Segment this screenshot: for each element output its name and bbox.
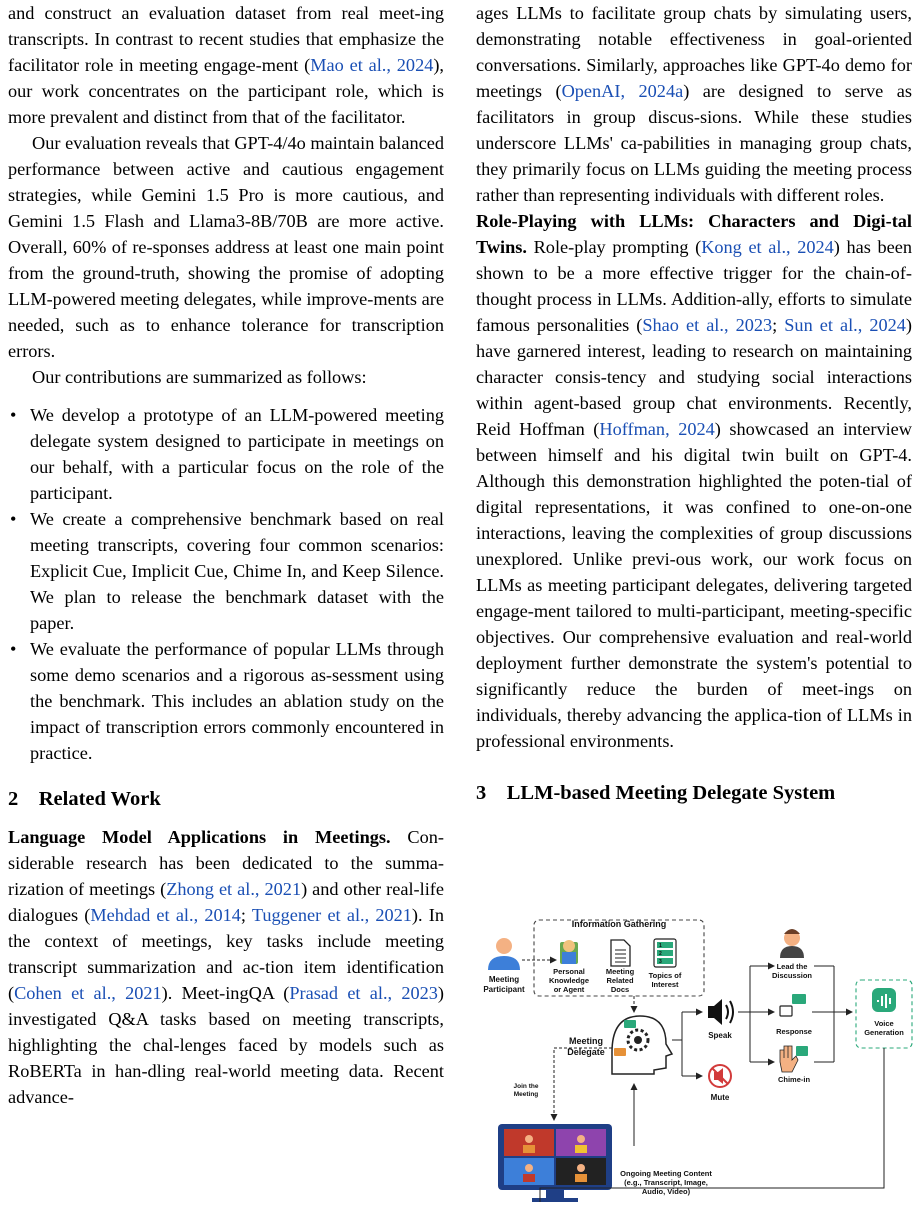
lead-label: Lead the — [776, 962, 808, 971]
lead-label: Discussion — [771, 971, 813, 980]
response-label: Response — [776, 1027, 812, 1036]
topics-label: Topics of — [648, 971, 682, 980]
left-paragraph-4: Language Model Applications in Meetings. Con-siderable research has been dedicated to the summa-rization of meetings (Zhong et al., 2021) and other real-life dialogues (Mehdad et al., 2014; Tuggener et al., 2021). In the context of meetings, key tasks include meeting transcript summarization and ac-tion item identification (Cohen et al., 2021). Meet-ingQA (Prasad et al., 2023) investigated Q&A tasks based on meeting transcripts, highlighting the chal-lenges faced by models such as RoBERTa in han-dling real-world meeting data. Recent advance- — [8, 827, 445, 1107]
mute-label: Mute — [710, 1093, 730, 1102]
citation-link[interactable]: Mao et al., 2024 — [310, 55, 434, 75]
participant-label: Participant — [483, 985, 525, 994]
right-paragraph-2: Role-Playing with LLMs: Characters and Digi-tal Twins. Role-play prompting (Kong et al., 2024) has been shown to be a more effective trigger for the chain-of-thought process in LLMs. Addition-ally, efforts to simulate famous personalities (Shao et al., 2023; Sun et al., 2024) have garnered interest, leading to research on maintaining character consis-tency and studying social interactions within agent-based group chat environments. Recently, Reid Hoffman (Hoffman, 2024) showcased an interview between himself and his digital twin built on GPT-4. Although this demonstration highlighted the poten-tial of digital representations, it was confined to one-on-one interactions, leaving the complexities of group discussions unexplored. Unlike previ-ous work, our work focus on LLMs as meeting participant delegates, delivering targeted engage-ment tailored to multi-participant, meeting-specific objectives. Our comprehensive evaluation and real-world deployment further demonstrate the system's potential to significantly reduce the burden of meet-ings on individuals, thereby advancing the applica-tion of LLMs in professional environments. — [476, 211, 913, 751]
left-column — [8, 0, 444, 1110]
citation-link[interactable]: Tuggener et al., 2021 — [251, 905, 412, 925]
list-item: • We develop a prototype of an LLM-powered meeting delegate system designed to participate in meetings on our behalf, with a particular focus on the role of the participant. — [8, 402, 444, 506]
personal-knowledge-label: or Agent — [553, 985, 585, 994]
info-gathering-label: Information Gathering — [571, 919, 667, 929]
list-item: • We evaluate the performance of popular LLMs through some demo scenarios and a rigorous as-sessment using the benchmark. This includes an ablation study on the impact of transcription errors commonly encountered in practice. — [8, 636, 444, 766]
voice-wave-icon — [872, 988, 896, 1012]
docs-label: Meeting — [605, 967, 635, 976]
right-paragraph-1: ages LLMs to facilitate group chats by simulating users, demonstrating notable effectiveness in goal-oriented conversations. Similarly, approaches like GPT-4o demo for meetings (OpenAI, 2024a) are designed to serve as facilitators in group discus-sions. While these studies underscore LLMs' ca-pabilities in managing group chats, they primarily focus on LLMs guiding the meeting process rather than representing individuals with different roles. — [476, 3, 912, 205]
personal-knowledge-icon — [560, 940, 578, 964]
right-column — [476, 0, 912, 806]
left-paragraph-1: and construct an evaluation dataset from real meet-ing transcripts. In contrast to recent studies that emphasize the facilitator role in meeting engage-ment (Mao et al., 2024), our work concentrates on the participant role, which is more prevalent and distinct from that of the facilitator. — [8, 3, 445, 127]
ongoing-label: Audio, Video) — [641, 1187, 691, 1196]
section-heading-2: 2 Related Work — [8, 788, 161, 810]
speak-label: Speak — [708, 1031, 732, 1040]
citation-link[interactable]: OpenAI, 2024a — [561, 81, 684, 101]
delegate-label: Meeting — [568, 1036, 604, 1046]
join-label: Join the — [513, 1083, 539, 1090]
response-icon — [780, 994, 806, 1016]
meeting-monitor-icon — [498, 1124, 612, 1202]
delegate-label: Delegate — [567, 1047, 605, 1057]
ongoing-label: (e.g., Transcript, Image, — [624, 1178, 708, 1187]
citation-link[interactable]: Hoffman, 2024 — [599, 419, 715, 439]
personal-knowledge-label: Personal — [553, 967, 585, 976]
personal-knowledge-label: Knowledge — [548, 976, 590, 985]
contributions-list — [8, 402, 444, 766]
topics-label: Interest — [651, 980, 679, 989]
citation-link[interactable]: Prasad et al., 2023 — [289, 983, 438, 1003]
topics-list-icon — [654, 939, 676, 967]
topic-number: 2 — [659, 951, 662, 957]
citation-link[interactable]: Sun et al., 2024 — [784, 315, 906, 335]
docs-label: Docs — [610, 985, 630, 994]
citation-link[interactable]: Cohen et al., 2021 — [14, 983, 162, 1003]
chime-in-hand-icon — [780, 1046, 808, 1072]
citation-link[interactable]: Kong et al., 2024 — [701, 237, 834, 257]
mute-icon — [709, 1065, 731, 1087]
citation-link[interactable]: Zhong et al., 2021 — [166, 879, 302, 899]
join-label: Meeting — [513, 1091, 539, 1098]
speaker-icon — [708, 999, 733, 1025]
ongoing-label: Ongoing Meeting Content — [620, 1169, 712, 1178]
participant-label: Meeting — [488, 975, 520, 984]
topic-number: 3 — [659, 959, 662, 965]
chime-label: Chime-in — [777, 1075, 811, 1084]
left-paragraph-2: Our evaluation reveals that GPT-4/4o maintain balanced performance between active and cautious engagement strategies, while Gemini 1.5 Pro is more cautious, and Gemini 1.5 Flash and Llama3-8B/70B are more active. Overall, 60% of re-sponses address at least one main point from the ground-truth, showing the promise of adopting LLM-powered meeting delegates, while improve-ments are needed, such as to enhance tolerance for transcription errors. — [8, 133, 444, 361]
docs-label: Related — [606, 976, 634, 985]
system-diagram — [474, 912, 916, 1204]
voice-label: Voice — [874, 1019, 894, 1028]
citation-link[interactable]: Shao et al., 2023 — [642, 315, 773, 335]
person-icon — [488, 938, 520, 970]
topic-number: 1 — [659, 943, 662, 949]
section-heading-3: 3 LLM-based Meeting Delegate System — [476, 782, 836, 804]
citation-link[interactable]: Mehdad et al., 2014 — [90, 905, 241, 925]
lead-discussion-icon — [780, 929, 804, 958]
contributions-intro: Our contributions are summarized as follows: — [32, 367, 367, 387]
meeting-delegate-icon — [612, 1016, 672, 1074]
document-icon — [611, 940, 630, 966]
voice-label: Generation — [864, 1028, 904, 1037]
list-item: • We create a comprehensive benchmark based on real meeting transcripts, covering four common scenarios: Explicit Cue, Implicit Cue, Chime In, and Keep Silence. We plan to release the benchmark dataset with the paper. — [8, 506, 444, 636]
